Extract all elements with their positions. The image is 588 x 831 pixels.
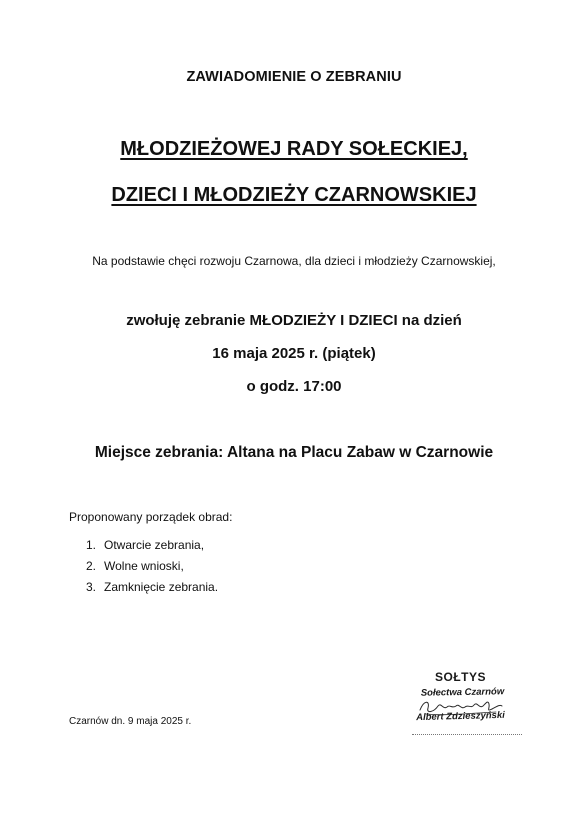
stamp-office: Sołectwa Czarnów (420, 686, 505, 699)
title-line-2: DZIECI I MŁODZIEŻY CZARNOWSKIEJ (111, 184, 477, 206)
agenda-item (86, 537, 218, 558)
agenda-item-text: Zamknięcie zebrania. (104, 580, 219, 594)
place-and-date: Czarnów dn. 9 maja 2025 r. (69, 716, 192, 727)
stamp-name: Albert Zdzieszyński (416, 709, 505, 724)
agenda-item-number: 3. (86, 580, 97, 594)
agenda-item-number: 1. (86, 538, 97, 552)
agenda-item (86, 579, 218, 600)
agenda-item-text: Otwarcie zebrania, (104, 538, 205, 552)
agenda-title: Proponowany porządek obrad: (69, 510, 233, 524)
agenda-list (86, 537, 218, 600)
notice-heading: ZAWIADOMIENIE O ZEBRANIU (186, 69, 402, 85)
agenda-item-number: 2. (86, 559, 97, 573)
agenda-item-text: Wolne wnioski, (104, 559, 184, 573)
official-stamp (398, 668, 523, 740)
title-line-1: MŁODZIEŻOWEJ RADY SOŁECKIEJ, (120, 138, 468, 160)
signature-line (412, 734, 522, 735)
stamp-title: SOŁTYS (434, 670, 486, 684)
meeting-time: o godz. 17:00 (246, 378, 342, 395)
agenda-item (86, 558, 218, 579)
convene-line-1: zwołuję zebranie MŁODZIEŻY I DZIECI na dzień (126, 312, 462, 329)
intro-paragraph: Na podstawie chęci rozwoju Czarnowa, dla dzieci i młodzieży Czarnowskiej, (92, 254, 496, 268)
meeting-location: Miejsce zebrania: Altana na Placu Zabaw w Czarnowie (94, 444, 494, 461)
meeting-date: 16 maja 2025 r. (piątek) (212, 345, 376, 362)
